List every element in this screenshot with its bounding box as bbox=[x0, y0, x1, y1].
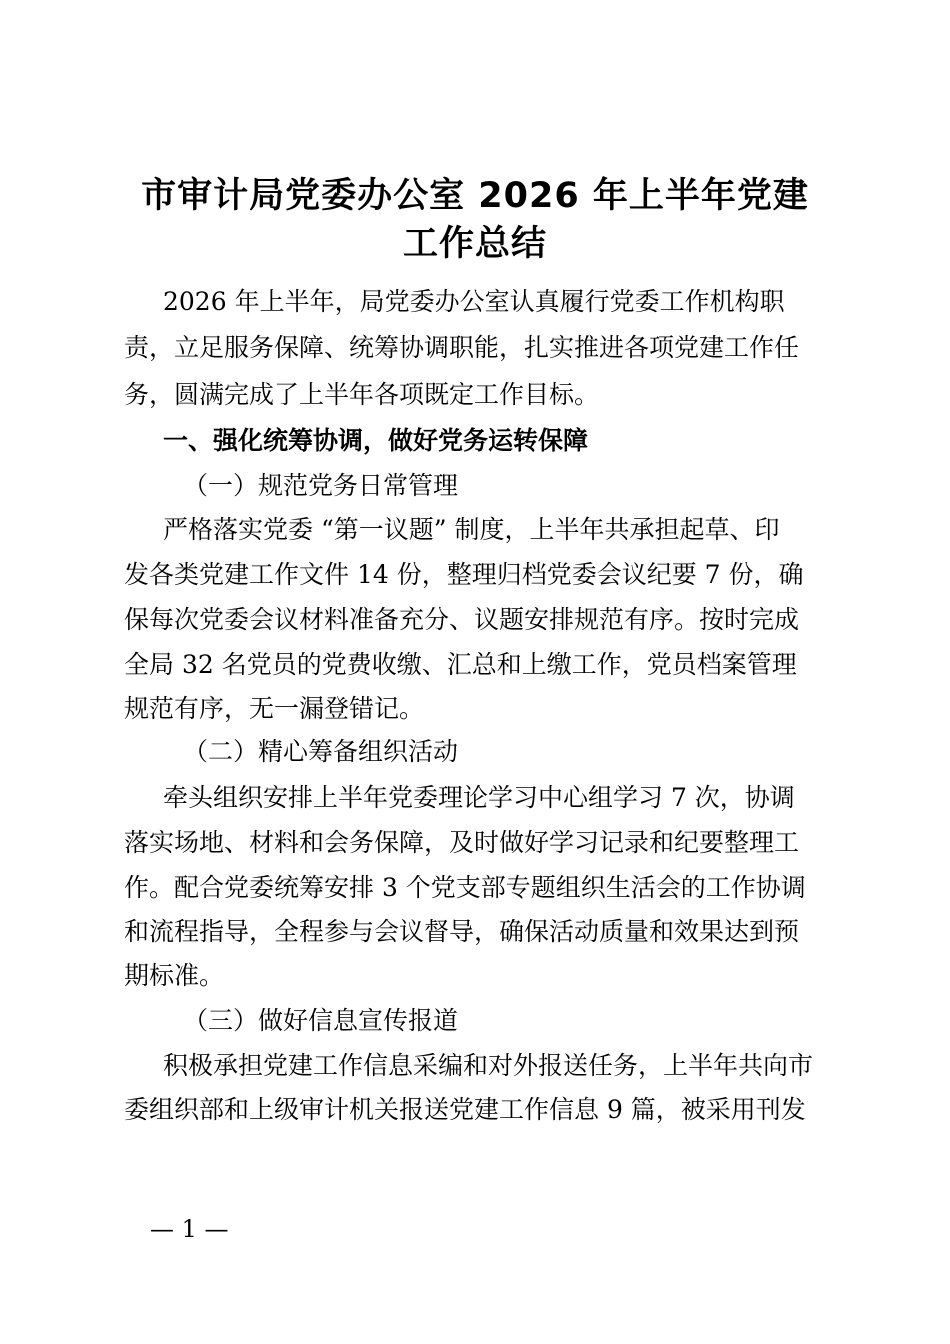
body-line: 委组织部和上级审计机关报送党建工作信息 9 篇，被采用刊发 bbox=[124, 1095, 806, 1124]
body-line: 务，圆满完成了上半年各项既定工作目标。 bbox=[124, 380, 600, 409]
body-line: 保每次党委会议材料准备充分、议题安排规范有序。按时完成 bbox=[124, 605, 800, 634]
page-number: — 1 — bbox=[150, 1215, 229, 1243]
body-line: 和流程指导，全程参与会议督导，确保活动质量和效果达到预 bbox=[124, 917, 800, 946]
section-heading: 一、强化统筹协调，做好党务运转保障 bbox=[163, 426, 589, 455]
body-line: 2026 年上半年，局党委办公室认真履行党委工作机构职 bbox=[163, 287, 785, 316]
body-line: 积极承担党建工作信息采编和对外报送任务，上半年共向市 bbox=[163, 1051, 814, 1080]
document-title-line-2: 工作总结 bbox=[402, 224, 547, 264]
document-title-line-1: 市审计局党委办公室 2026 年上半年党建 bbox=[141, 176, 809, 216]
body-line: 全局 32 名党员的党费收缴、汇总和上缴工作，党员档案管理 bbox=[124, 650, 797, 679]
body-line: 落实场地、材料和会务保障，及时做好学习记录和纪要整理工 bbox=[124, 828, 800, 857]
subsection-heading: （二）精心筹备组织活动 bbox=[183, 737, 459, 766]
body-line: 规范有序，无一漏登错记。 bbox=[124, 694, 425, 723]
subsection-heading: （一）规范党务日常管理 bbox=[183, 471, 459, 500]
subsection-heading: （三）做好信息宣传报道 bbox=[183, 1006, 459, 1035]
body-line: 责，立足服务保障、统筹协调职能，扎实推进各项党建工作任 bbox=[124, 333, 800, 362]
body-line: 严格落实党委 “第一议题” 制度，上半年共承担起草、印 bbox=[163, 515, 780, 544]
body-line: 作。配合党委统筹安排 3 个党支部专题组织生活会的工作协调 bbox=[124, 873, 806, 902]
body-line: 期标准。 bbox=[124, 961, 225, 990]
body-line: 发各类党建工作文件 14 份，整理归档党委会议纪要 7 份，确 bbox=[124, 560, 804, 589]
body-line: 牵头组织安排上半年党委理论学习中心组学习 7 次，协调 bbox=[163, 783, 795, 812]
